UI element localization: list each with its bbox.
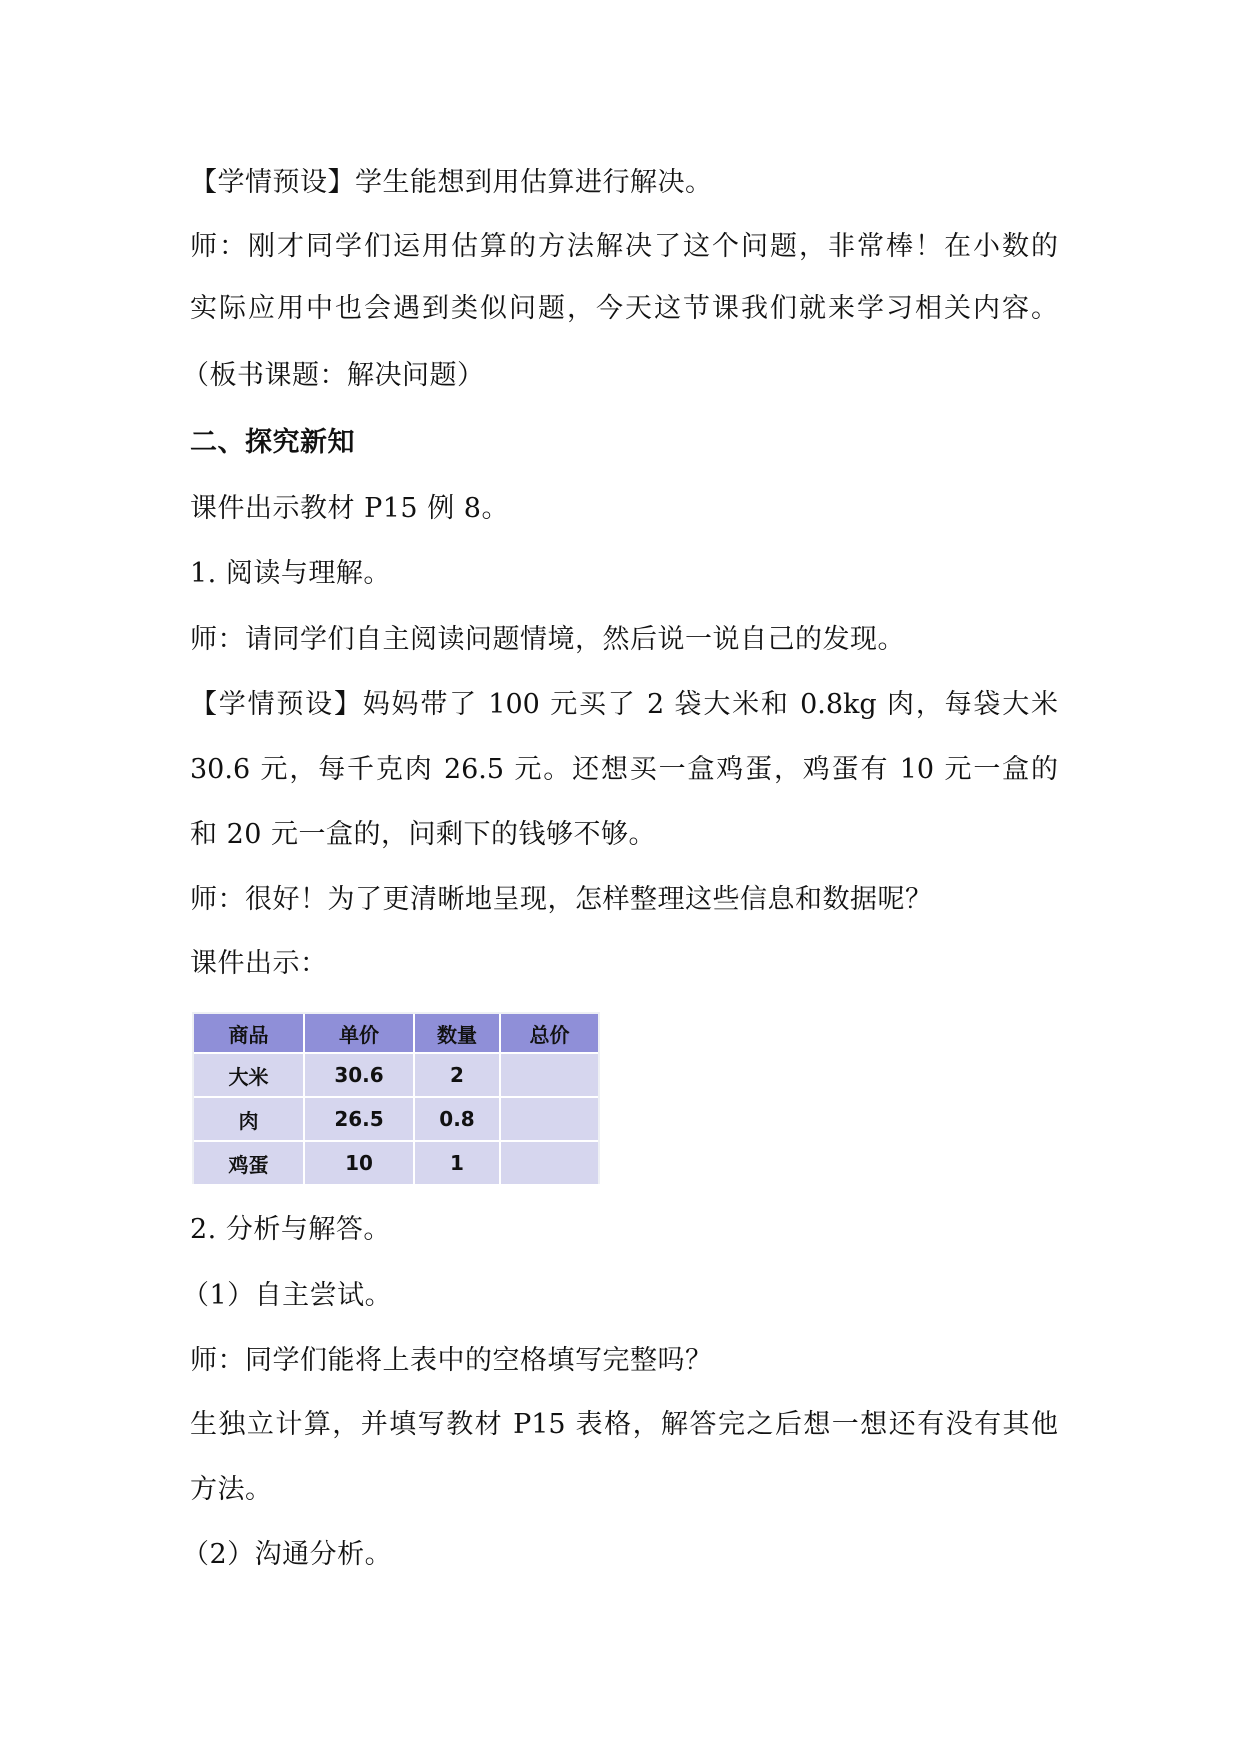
table-cell: 10 — [304, 1141, 414, 1184]
table-header-cell: 单价 — [304, 1014, 414, 1053]
table-cell — [500, 1141, 598, 1184]
text-line: 30.6 元，每千克肉 26.5 元。还想买一盒鸡蛋，鸡蛋有 10 元一盒的 — [190, 754, 1058, 785]
price-table — [194, 1014, 598, 1184]
table-cell: 0.8 — [414, 1097, 500, 1141]
table-row — [194, 1141, 598, 1184]
table-cell: 鸡蛋 — [194, 1141, 304, 1184]
table-cell: 26.5 — [304, 1097, 414, 1141]
table-cell — [500, 1053, 598, 1097]
text-line: （板书课题：解决问题） — [182, 360, 485, 391]
text-line: 师：刚才同学们运用估算的方法解决了这个问题，非常棒！在小数的 — [190, 231, 1058, 262]
text-line: 【学情预设】学生能想到用估算进行解决。 — [190, 167, 713, 198]
section-heading: 二、探究新知 — [190, 427, 355, 458]
text-line: 师：请同学们自主阅读问题情境，然后说一说自己的发现。 — [190, 624, 905, 655]
text-line: 课件出示： — [190, 948, 328, 979]
price-table-container — [192, 1012, 600, 1184]
text-line: （2）沟通分析。 — [182, 1539, 393, 1570]
text-line: 2. 分析与解答。 — [190, 1214, 391, 1245]
table-cell: 1 — [414, 1141, 500, 1184]
text-line: 和 20 元一盒的，问剩下的钱够不够。 — [190, 819, 657, 850]
table-cell: 30.6 — [304, 1053, 414, 1097]
table-header-cell: 商品 — [194, 1014, 304, 1053]
text-line: 【学情预设】妈妈带了 100 元买了 2 袋大米和 0.8kg 肉，每袋大米 — [190, 689, 1058, 720]
table-header-row — [194, 1014, 598, 1053]
table-cell: 2 — [414, 1053, 500, 1097]
table-header-cell: 总价 — [500, 1014, 598, 1053]
text-line: 师：同学们能将上表中的空格填写完整吗？ — [190, 1345, 713, 1376]
table-cell: 大米 — [194, 1053, 304, 1097]
text-line: 1. 阅读与理解。 — [190, 558, 391, 589]
table-cell: 肉 — [194, 1097, 304, 1141]
table-row — [194, 1053, 598, 1097]
table-header-cell: 数量 — [414, 1014, 500, 1053]
table-cell — [500, 1097, 598, 1141]
text-line: （1）自主尝试。 — [182, 1280, 393, 1311]
text-line: 方法。 — [190, 1474, 273, 1505]
text-line: 生独立计算，并填写教材 P15 表格，解答完之后想一想还有没有其他 — [190, 1409, 1058, 1440]
table-row — [194, 1097, 598, 1141]
text-line: 课件出示教材 P15 例 8。 — [190, 493, 509, 524]
text-line: 师：很好！为了更清晰地呈现，怎样整理这些信息和数据呢？ — [190, 884, 933, 915]
text-line: 实际应用中也会遇到类似问题，今天这节课我们就来学习相关内容。 — [190, 293, 1058, 324]
